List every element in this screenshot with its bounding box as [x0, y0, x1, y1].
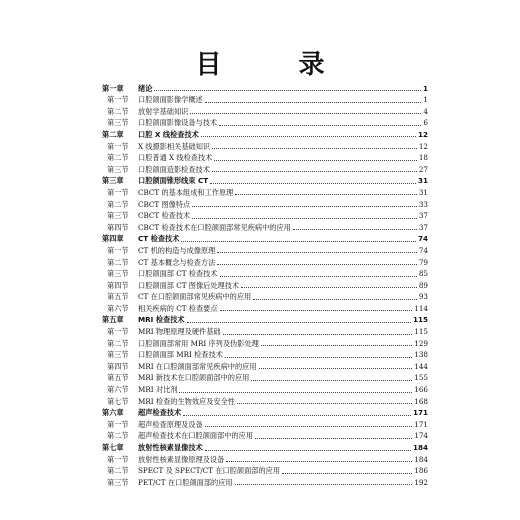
- toc-entry-title: MRI 物理原理及硬件基础: [138, 327, 221, 337]
- dot-leader: [237, 403, 412, 404]
- toc-entry-page: 18: [418, 153, 428, 163]
- toc-entry-title: 超声检查原理及设备: [138, 419, 203, 429]
- toc-entry-page: 27: [418, 164, 428, 174]
- toc-entry-title: MRI 检查的生物效应及安全性: [138, 396, 235, 406]
- toc-entry-number: 第二节: [107, 338, 129, 348]
- toc-section-row: [102, 337, 428, 349]
- toc-section-row: [102, 140, 428, 152]
- toc-entry-title: 放射性核素显像技术: [138, 443, 203, 452]
- toc-entry-number: 第四节: [107, 222, 129, 232]
- toc-entry-number: 第三节: [107, 350, 129, 360]
- toc-entry-number: 第六节: [107, 385, 129, 395]
- toc-entry-page: 115: [412, 315, 428, 325]
- toc-entry-title: MRI 对比剂: [138, 385, 178, 395]
- toc-entry-page: 184: [414, 454, 428, 464]
- toc-entry-number: 第一节: [107, 327, 129, 337]
- toc-entry-title: 口腔普通 X 线检查技术: [138, 153, 213, 163]
- toc-entry-page: 192: [414, 477, 428, 487]
- toc-entry-title: CBCT 的基本组成和工作原理: [138, 187, 234, 197]
- toc-entry-page: 1: [423, 95, 428, 105]
- dot-leader: [214, 160, 416, 161]
- toc-section-row: [102, 117, 428, 129]
- toc-entry-title: MRI 检查技术: [138, 315, 185, 325]
- toc-entry-number: 第四章: [102, 234, 124, 244]
- toc-entry-title: 口腔 X 线检查技术: [138, 129, 199, 139]
- toc-section-row: [102, 210, 428, 222]
- toc-entry-page: 85: [418, 269, 428, 279]
- toc-entry-page: 129: [414, 338, 428, 348]
- toc-entry-page: 138: [414, 350, 428, 360]
- toc-entry-number: 第七章: [102, 443, 124, 452]
- toc-entry-title: CBCT 图像特点: [138, 199, 191, 209]
- toc-entry-title: 口腔颌面影像学概述: [138, 95, 203, 105]
- dot-leader: [217, 252, 417, 253]
- toc-entry-page: 171: [412, 408, 428, 418]
- dot-leader: [212, 171, 417, 172]
- toc-entry-title: 口腔颌面部 CT 检查技术: [138, 269, 218, 279]
- toc-entry-page: 6: [423, 118, 428, 128]
- toc-entry-number: 第三节: [107, 477, 129, 487]
- toc-entry-title: CBCT 检查技术: [138, 211, 191, 221]
- toc-entry-number: 第三节: [107, 211, 129, 221]
- toc-entry-title: CBCT 检查技术在口腔颌面部常见疾病中的应用: [138, 222, 291, 232]
- toc-entry-title: 放射性核素显像原理及设备: [138, 454, 225, 464]
- toc-entry-number: 第五章: [102, 315, 124, 325]
- toc-section-row: [102, 418, 428, 430]
- toc-entry-number: 第七节: [107, 396, 129, 406]
- toc-section-row: [102, 94, 428, 106]
- toc-entry-title: CT 在口腔颌面部常见疾病中的应用: [138, 292, 252, 302]
- toc-entry-page: 74: [418, 245, 428, 255]
- dot-leader: [192, 218, 417, 219]
- toc-entry-page: 174: [414, 431, 428, 441]
- toc-section-row: [102, 383, 428, 395]
- toc-entry-page: 184: [412, 443, 428, 452]
- toc-section-row: [102, 302, 428, 314]
- toc-entry-number: 第二节: [107, 431, 129, 441]
- toc-entry-page: 186: [414, 466, 428, 476]
- toc-entry-number: 第一节: [107, 141, 129, 151]
- toc-chapter-row: [102, 407, 428, 419]
- toc-entry-number: 第五节: [107, 373, 129, 383]
- dot-leader: [187, 322, 411, 323]
- toc-section-row: [102, 372, 428, 384]
- toc-entry-page: 37: [418, 222, 428, 232]
- dot-leader: [190, 113, 421, 114]
- toc-entry-number: 第二节: [107, 199, 129, 209]
- toc-entry-number: 第二节: [107, 153, 129, 163]
- dot-leader: [217, 264, 417, 265]
- dot-leader: [226, 461, 412, 462]
- toc-entry-title: CT 基本概念与检查方法: [138, 257, 216, 267]
- toc-entry-page: 166: [414, 385, 428, 395]
- toc-chapter-row: [102, 233, 428, 245]
- dot-leader: [179, 392, 412, 393]
- dot-leader: [235, 484, 413, 485]
- toc-entry-page: 171: [414, 419, 428, 429]
- toc-entry-title: 相关疾病的 CT 检查要点: [138, 303, 218, 313]
- dot-leader: [205, 426, 413, 427]
- toc-entry-page: 1: [422, 83, 428, 93]
- toc-entry-title: 口腔颌面部 CT 图像后处理技术: [138, 280, 240, 290]
- dot-leader: [251, 380, 412, 381]
- toc-entry-title: 绪论: [138, 83, 153, 93]
- toc-entry-page: 12: [417, 129, 428, 139]
- toc-entry-page: 37: [418, 211, 428, 221]
- toc-entry-page: 144: [414, 361, 428, 371]
- toc-entry-number: 第一章: [102, 83, 124, 93]
- toc-entry-title: 超声检查技术在口腔颌面部中的应用: [138, 431, 254, 441]
- toc-section-row: [102, 465, 428, 477]
- toc-entry-number: 第一节: [107, 419, 129, 429]
- toc-entry-page: 168: [414, 396, 428, 406]
- toc-entry-title: 超声检查技术: [138, 408, 182, 418]
- toc-entry-page: 31: [418, 187, 428, 197]
- page-title: 目 录: [195, 50, 359, 80]
- toc-entry-title: 口腔颌面影像设备与技术: [138, 118, 218, 128]
- dot-leader: [241, 287, 417, 288]
- toc-section-row: [102, 395, 428, 407]
- toc-section-row: [102, 105, 428, 117]
- toc-entry-number: 第三节: [107, 118, 129, 128]
- toc-section-row: [102, 198, 428, 210]
- toc-entry-number: 第五节: [107, 292, 129, 302]
- toc-section-row: [102, 325, 428, 337]
- dot-leader: [223, 334, 413, 335]
- toc-entry-number: 第一节: [107, 454, 129, 464]
- dot-leader: [253, 299, 417, 300]
- toc-entry-title: SPECT 及 SPECT/CT 在口腔颌面部的应用: [138, 466, 281, 476]
- toc-entry-number: 第二节: [107, 466, 129, 476]
- toc-entry-number: 第二章: [102, 129, 124, 139]
- toc-section-row: [102, 476, 428, 488]
- toc-section-row: [102, 244, 428, 256]
- toc-entry-title: CT 机的构造与成像原理: [138, 245, 216, 255]
- toc-entry-page: 155: [414, 373, 428, 383]
- dot-leader: [282, 473, 412, 474]
- toc-entry-page: 4: [423, 106, 428, 116]
- dot-leader: [183, 415, 411, 416]
- toc-section-row: [102, 186, 428, 198]
- toc-entry-number: 第一节: [107, 245, 129, 255]
- toc-entry-number: 第三节: [107, 269, 129, 279]
- toc-entry-number: 第六节: [107, 303, 129, 313]
- toc-chapter-row: [102, 82, 428, 94]
- toc-entry-title: MRI 新技术在口腔颌面部中的应用: [138, 373, 250, 383]
- dot-leader: [201, 136, 416, 137]
- toc-section-row: [102, 349, 428, 361]
- toc-section-row: [102, 152, 428, 164]
- dot-leader: [220, 310, 413, 311]
- toc-entry-page: 33: [418, 199, 428, 209]
- toc-entry-number: 第三章: [102, 176, 124, 186]
- toc-entry-title: 口腔颌面部常用 MRI 序列及伪影处理: [138, 338, 259, 348]
- toc-section-row: [102, 291, 428, 303]
- dot-leader: [219, 125, 421, 126]
- toc-entry-page: 74: [417, 234, 428, 244]
- toc-entry-title: X 线摄影相关基础知识: [138, 141, 211, 151]
- toc-entry-number: 第四节: [107, 280, 129, 290]
- dot-leader: [210, 183, 416, 184]
- dot-leader: [225, 357, 412, 358]
- toc-chapter-row: [102, 441, 428, 453]
- dot-leader: [220, 276, 417, 277]
- toc-entry-page: 89: [418, 280, 428, 290]
- dot-leader: [261, 345, 412, 346]
- toc-section-row: [102, 430, 428, 442]
- toc-section-row: [102, 453, 428, 465]
- toc-entry-number: 第二节: [107, 106, 129, 116]
- toc-entry-title: 口腔颌面部 MRI 检查技术: [138, 350, 223, 360]
- dot-leader: [293, 229, 417, 230]
- toc-section-row: [102, 221, 428, 233]
- toc-section-row: [102, 163, 428, 175]
- toc-entry-number: 第二节: [107, 257, 129, 267]
- toc-entry-page: 12: [418, 141, 428, 151]
- dot-leader: [212, 148, 417, 149]
- toc-chapter-row: [102, 175, 428, 187]
- toc-entry-title: MRI 在口腔颌面部常见疾病中的应用: [138, 361, 257, 371]
- toc-entry-page: 79: [418, 257, 428, 267]
- toc-section-row: [102, 268, 428, 280]
- dot-leader: [259, 368, 413, 369]
- toc-entry-number: 第一节: [107, 95, 129, 105]
- toc-entry-title: 放射学基础知识: [138, 106, 189, 116]
- dot-leader: [154, 90, 421, 91]
- toc-entry-page: 31: [417, 176, 428, 186]
- toc-entry-page: 115: [414, 327, 428, 337]
- toc-section-row: [102, 256, 428, 268]
- toc-entry-title: PET/CT 在口腔颌面部的应用: [138, 477, 233, 487]
- dot-leader: [181, 241, 416, 242]
- dot-leader: [205, 102, 422, 103]
- toc-entry-number: 第六章: [102, 408, 124, 418]
- toc-entry-number: 第三节: [107, 164, 129, 174]
- toc-entry-title: 口腔颌面锥形线束 CT: [138, 176, 209, 186]
- toc-entry-title: 口腔颌面造影检查技术: [138, 164, 210, 174]
- toc-chapter-row: [102, 128, 428, 140]
- toc-entry-page: 114: [414, 303, 428, 313]
- toc-section-row: [102, 279, 428, 291]
- toc-list: [102, 82, 428, 488]
- dot-leader: [255, 438, 412, 439]
- toc-section-row: [102, 360, 428, 372]
- dot-leader: [192, 206, 417, 207]
- toc-entry-number: 第一节: [107, 187, 129, 197]
- toc-entry-page: 93: [418, 292, 428, 302]
- toc-entry-number: 第四节: [107, 361, 129, 371]
- dot-leader: [235, 194, 416, 195]
- toc-entry-title: CT 检查技术: [138, 234, 180, 244]
- toc-chapter-row: [102, 314, 428, 326]
- dot-leader: [205, 450, 411, 451]
